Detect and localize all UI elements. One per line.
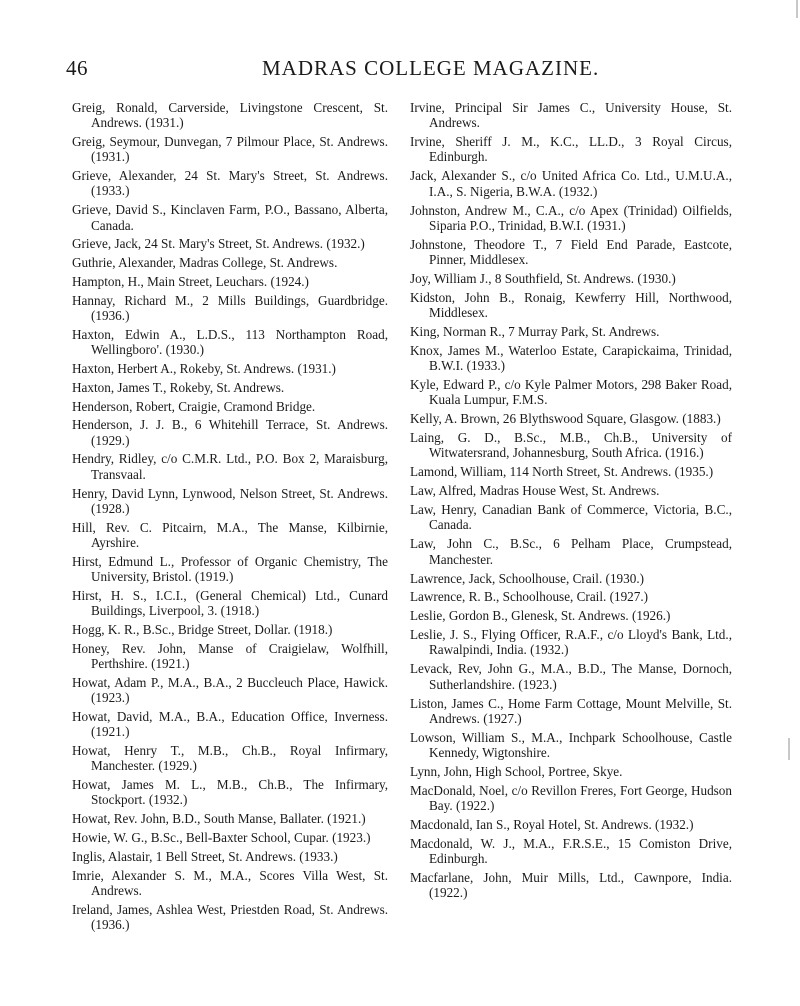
directory-entry: Lawrence, Jack, Schoolhouse, Crail. (1930.) — [410, 570, 645, 586]
directory-entry: Henry, David Lynn, Lynwood, Nelson Street, St. Andrews. (1928.) — [72, 485, 388, 516]
directory-entry: Hirst, Edmund L., Professor of Organic Chemistry, The University, Bristol. (1919.) — [72, 553, 388, 585]
page-edge-mark — [788, 738, 790, 760]
directory-entry: Grieve, David S., Kinclaven Farm, P.O., Bassano, Alberta, Canada. — [72, 202, 388, 233]
directory-entry: Hampton, H., Main Street, Leuchars. (1924.) — [72, 273, 309, 289]
directory-entry: Haxton, Edwin A., L.D.S., 113 Northampton Road, Wellingboro'. (1930.) — [72, 326, 388, 358]
directory-entry: Irvine, Principal Sir James C., University House, St. Andrews. — [410, 100, 732, 131]
directory-entry: Hirst, H. S., I.C.I., (General Chemical) Ltd., Cunard Buildings, Liverpool, 3. (1918.) — [72, 587, 388, 619]
directory-entry: King, Norman R., 7 Murray Park, St. Andrews. — [410, 324, 660, 340]
directory-entry: Macdonald, W. J., M.A., F.R.S.E., 15 Comiston Drive, Edinburgh. — [410, 835, 732, 867]
directory-entry: Joy, William J., 8 Southfield, St. Andrews. (1930.) — [410, 270, 676, 286]
directory-entry: Haxton, Herbert A., Rokeby, St. Andrews. (1931.) — [72, 360, 336, 376]
directory-entry: Hannay, Richard M., 2 Mills Buildings, Guardbridge. (1936.) — [72, 292, 388, 324]
directory-entry: Macdonald, Ian S., Royal Hotel, St. Andrews. (1932.) — [410, 817, 694, 833]
directory-entry: Imrie, Alexander S. M., M.A., Scores Villa West, St. Andrews. — [72, 867, 388, 898]
directory-entry: Law, John C., B.Sc., 6 Pelham Place, Crumpstead, Manchester. — [410, 536, 732, 567]
directory-entry: Henderson, Robert, Craigie, Cramond Bridge. — [72, 398, 316, 414]
directory-entry: Howat, James M. L., M.B., Ch.B., The Infirmary, Stockport. (1932.) — [72, 777, 388, 808]
directory-entry: Laing, G. D., B.Sc., M.B., Ch.B., University of Witwatersrand, Johannesburg, South Africa. (1916.) — [410, 430, 732, 461]
directory-entry: MacDonald, Noel, c/o Revillon Freres, Fort George, Hudson Bay. (1922.) — [410, 782, 732, 814]
directory-entry: Law, Henry, Canadian Bank of Commerce, Victoria, B.C., Canada. — [410, 502, 732, 533]
directory-entry: Lawrence, R. B., Schoolhouse, Crail. (1927.) — [410, 589, 649, 605]
directory-entry: Howat, David, M.A., B.A., Education Office, Inverness. (1921.) — [72, 708, 388, 740]
directory-entry: Lowson, William S., M.A., Inchpark Schoolhouse, Castle Kennedy, Wigtonshire. — [410, 729, 732, 761]
directory-entry: Johnstone, Theodore T., 7 Field End Parade, Eastcote, Pinner, Middlesex. — [410, 236, 732, 268]
directory-entry: Ireland, James, Ashlea West, Priestden Road, St. Andrews. (1936.) — [72, 901, 388, 932]
magazine-title: MADRAS COLLEGE MAGAZINE. — [262, 56, 600, 80]
directory-entry: Henderson, J. J. B., 6 Whitehill Terrace, St. Andrews. (1929.) — [72, 417, 388, 448]
directory-entry: Hill, Rev. C. Pitcairn, M.A., The Manse, Kilbirnie, Ayrshire. — [72, 519, 388, 550]
directory-entry: Grieve, Jack, 24 St. Mary's Street, St. Andrews. (1932.) — [72, 236, 365, 252]
directory-entry: Jack, Alexander S., c/o United Africa Co. Ltd., U.M.U.A., I.A., S. Nigeria, B.W.A. (1932.) — [410, 168, 732, 199]
right-column-directory — [410, 100, 732, 904]
directory-entry: Irvine, Sheriff J. M., K.C., LL.D., 3 Royal Circus, Edinburgh. — [410, 134, 732, 165]
directory-entry: Inglis, Alastair, 1 Bell Street, St. Andrews. (1933.) — [72, 848, 338, 864]
directory-entry: Hendry, Ridley, c/o C.M.R. Ltd., P.O. Box 2, Maraisburg, Transvaal. — [72, 451, 388, 482]
directory-entry: Macfarlane, John, Muir Mills, Ltd., Cawnpore, India. (1922.) — [410, 870, 732, 901]
directory-entry: Levack, Rev, John G., M.A., B.D., The Manse, Dornoch, Sutherlandshire. (1923.) — [410, 661, 732, 692]
directory-entry: Kyle, Edward P., c/o Kyle Palmer Motors, 298 Baker Road, Kuala Lumpur, F.M.S. — [410, 377, 732, 408]
directory-entry: Law, Alfred, Madras House West, St. Andrews. — [410, 483, 660, 499]
directory-entry: Kelly, A. Brown, 26 Blythswood Square, Glasgow. (1883.) — [410, 411, 721, 427]
directory-entry: Haxton, James T., Rokeby, St. Andrews. — [72, 379, 285, 395]
directory-entry: Howat, Rev. John, B.D., South Manse, Ballater. (1921.) — [72, 811, 366, 827]
page-header — [66, 56, 746, 86]
directory-entry: Howat, Henry T., M.B., Ch.B., Royal Infirmary, Manchester. (1929.) — [72, 742, 388, 774]
directory-entry: Leslie, J. S., Flying Officer, R.A.F., c/o Lloyd's Bank, Ltd., Rawalpindi, India. (1932.) — [410, 627, 732, 658]
directory-entry: Honey, Rev. John, Manse of Craigielaw, Wolfhill, Perthshire. (1921.) — [72, 640, 388, 671]
directory-entry: Greig, Seymour, Dunvegan, 7 Pilmour Place, St. Andrews. (1931.) — [72, 134, 388, 165]
directory-entry: Greig, Ronald, Carverside, Livingstone Crescent, St. Andrews. (1931.) — [72, 100, 388, 131]
directory-entry: Lamond, William, 114 North Street, St. Andrews. (1935.) — [410, 464, 714, 480]
directory-entry: Leslie, Gordon B., Glenesk, St. Andrews. (1926.) — [410, 608, 671, 624]
directory-entry: Howie, W. G., B.Sc., Bell-Baxter School, Cupar. (1923.) — [72, 829, 371, 845]
directory-entry: Kidston, John B., Ronaig, Kewferry Hill, Northwood, Middlesex. — [410, 289, 732, 321]
directory-entry: Johnston, Andrew M., C.A., c/o Apex (Trinidad) Oilfields, Siparia P.O., Trinidad, B.W.I. (1931.) — [410, 202, 732, 233]
directory-entry: Hogg, K. R., B.Sc., Bridge Street, Dollar. (1918.) — [72, 621, 333, 637]
directory-entry: Grieve, Alexander, 24 St. Mary's Street, St. Andrews. (1933.) — [72, 168, 388, 199]
directory-entry: Liston, James C., Home Farm Cottage, Mount Melville, St. Andrews. (1927.) — [410, 695, 732, 726]
directory-entry: Howat, Adam P., M.A., B.A., 2 Buccleuch Place, Hawick. (1923.) — [72, 674, 388, 706]
page-number: 46 — [66, 56, 88, 80]
directory-entry: Knox, James M., Waterloo Estate, Carapickaima, Trinidad, B.W.I. (1933.) — [410, 342, 732, 374]
left-column-directory — [72, 100, 388, 936]
page-edge-mark — [796, 0, 798, 18]
directory-entry: Lynn, John, High School, Portree, Skye. — [410, 763, 623, 779]
directory-entry: Guthrie, Alexander, Madras College, St. Andrews. — [72, 255, 338, 271]
